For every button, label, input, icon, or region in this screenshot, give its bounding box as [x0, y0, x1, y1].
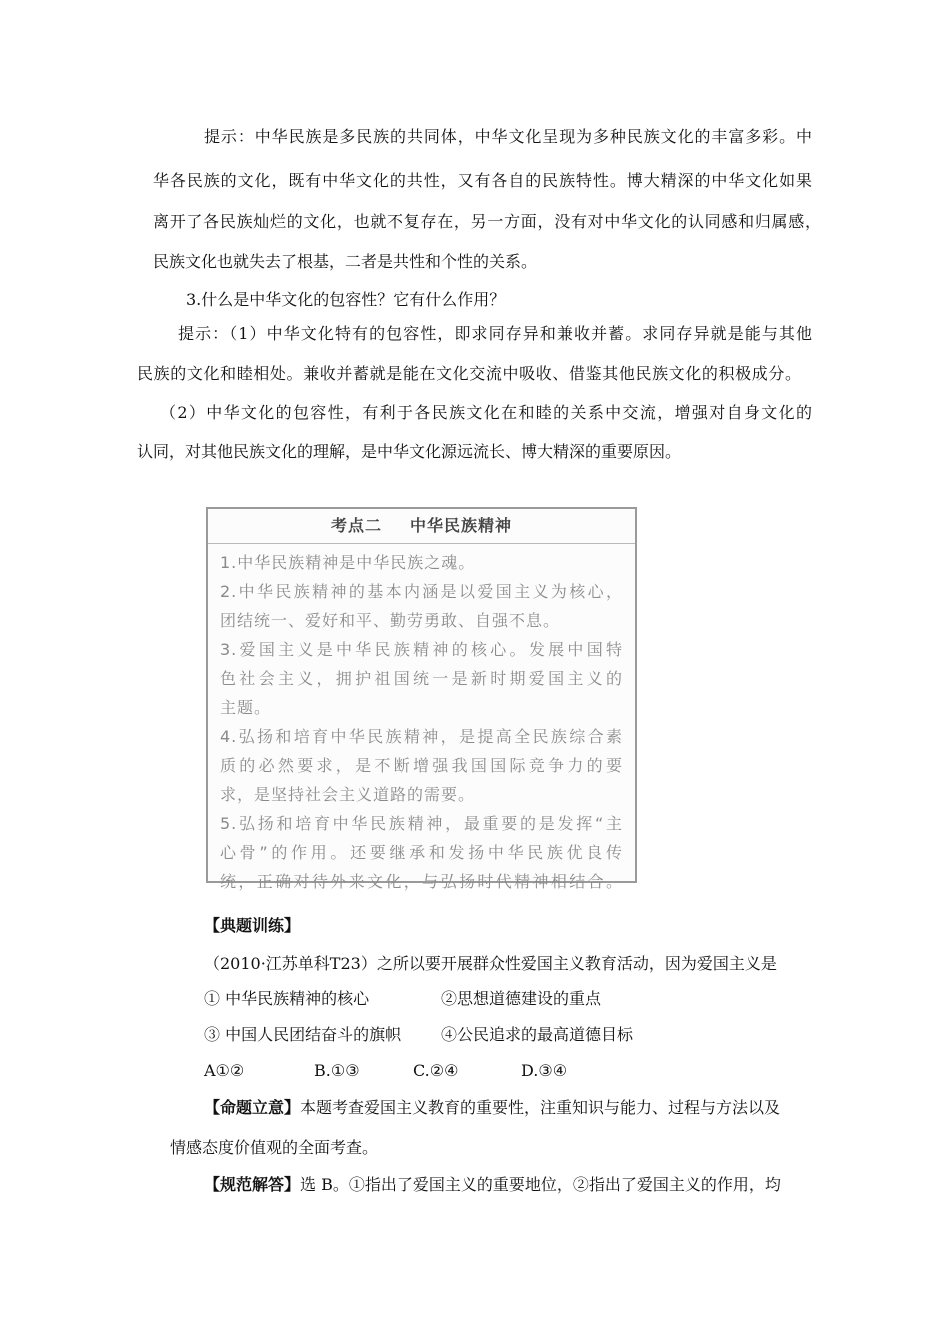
- hint-1-line-3: 离开了各民族灿烂的文化，也就不复存在，另一方面，没有对中华文化的认同感和归属感，: [153, 212, 821, 231]
- box-line: 3.爱国主义是中华民族精神的核心。发展中国特: [220, 640, 623, 659]
- answer-text: 选 B。①指出了爱国主义的重要地位，②指出了爱国主义的作用，均: [300, 1175, 781, 1194]
- choice-b: B.①③: [314, 1061, 360, 1080]
- hint-2-line-1: 提示：（1）中华文化特有的包容性，即求同存异和兼收并蓄。求同存异就是能与其他: [178, 324, 812, 343]
- box-line: 1.中华民族精神是中华民族之魂。: [220, 553, 476, 572]
- box-line: 主题。: [220, 698, 272, 717]
- box-title-part-2: 中华民族精神: [410, 516, 513, 535]
- box-line: 2.中华民族精神的基本内涵是以爱国主义为核心，: [220, 582, 623, 601]
- box-line: 4.弘扬和培育中华民族精神，是提高全民族综合素: [220, 727, 623, 746]
- key-point-box: [206, 507, 637, 891]
- option-3: ③ 中国人民团结奋斗的旗帜: [204, 1025, 402, 1044]
- intent-line-2: 情感态度价值观的全面考查。: [170, 1138, 379, 1157]
- choice-d: D.③④: [521, 1061, 568, 1080]
- option-2: ②思想道德建设的重点: [441, 989, 602, 1008]
- box-line: 团结统一、爱好和平、勤劳勇敢、自强不息。: [220, 611, 561, 630]
- box-title-part-1: 考点二: [330, 516, 382, 535]
- box-line: 心骨”的作用。还要继承和发扬中华民族优良传: [220, 843, 623, 862]
- box-body: [208, 544, 635, 896]
- box-line: 求，是坚持社会主义道路的需要。: [220, 785, 476, 804]
- choice-a: A①②: [204, 1061, 245, 1080]
- hint-2-line-4: 认同，对其他民族文化的理解，是中华文化源远流长、博大精深的重要原因。: [137, 442, 682, 461]
- hint-1-line-2: 华各民族的文化，既有中华文化的共性，又有各自的民族特性。博大精深的中华文化如果: [153, 171, 812, 190]
- hint-1-line-1: 提示：中华民族是多民族的共同体，中华文化呈现为多种民族文化的丰富多彩。中: [204, 127, 812, 146]
- option-4: ④公民追求的最高道德目标: [441, 1025, 634, 1044]
- question-3: 3.什么是中华文化的包容性？它有什么作用？: [186, 290, 506, 309]
- option-1: ① 中华民族精神的核心: [204, 989, 370, 1008]
- hint-1-line-4: 民族文化也就失去了根基，二者是共性和个性的关系。: [153, 252, 538, 271]
- answer-label: 【规范解答】: [204, 1175, 301, 1194]
- answer-line: [204, 1174, 816, 1196]
- box-title: [208, 509, 635, 544]
- box-line: 色社会主义，拥护祖国统一是新时期爱国主义的: [220, 669, 623, 688]
- practice-question: （2010·江苏单科T23）之所以要开展群众性爱国主义教育活动，因为爱国主义是: [204, 954, 777, 973]
- box-line: 质的必然要求，是不断增强我国国际竞争力的要: [220, 756, 623, 775]
- box-line: 统，正确对待外来文化，与弘扬时代精神相结合。: [220, 872, 623, 891]
- choice-c: C.②④: [413, 1061, 459, 1080]
- practice-heading: 【典题训练】: [204, 916, 301, 935]
- box-line: 5.弘扬和培育中华民族精神，最重要的是发挥“主: [220, 814, 623, 833]
- hint-2-line-2: 民族的文化和睦相处。兼收并蓄就是能在文化交流中吸收、借鉴其他民族文化的积极成分。: [137, 364, 801, 383]
- hint-2-line-3: （2）中华文化的包容性，有利于各民族文化在和睦的关系中交流，增强对自身文化的: [160, 403, 812, 422]
- intent-text-1: 本题考查爱国主义教育的重要性，注重知识与能力、过程与方法以及: [300, 1098, 781, 1117]
- intent-line-1: [204, 1097, 816, 1119]
- intent-label: 【命题立意】: [204, 1098, 301, 1117]
